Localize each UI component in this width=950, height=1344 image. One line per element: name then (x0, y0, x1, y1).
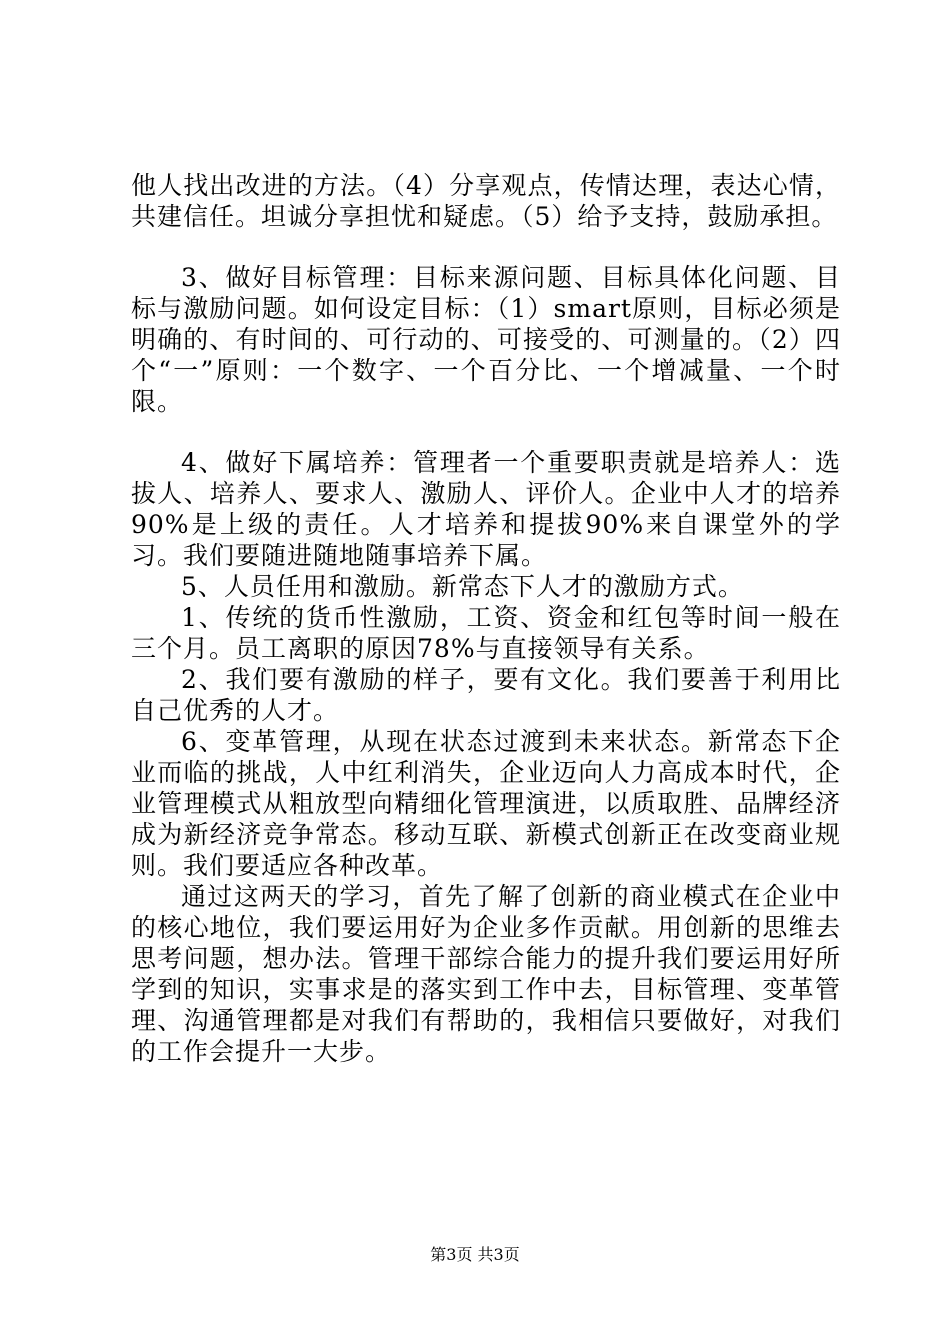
paragraph-change-management: 6、变革管理，从现在状态过渡到未来状态。新常态下企业而临的挑战，人中红利消失，企业迈向人力高成本时代，企业管理模式从粗放型向精细化管理演进，以质取胜、品牌经济成为新经济竞争常态。移动互联、新模式创新正在改变商业规则。我们要适应各种改革。 (131, 727, 841, 880)
document-body (131, 170, 841, 1067)
paragraph-staffing-incentives: 5、人员任用和激励。新常态下人才的激励方式。 (181, 572, 744, 601)
paragraph-incentive-culture: 2、我们要有激励的样子，要有文化。我们要善于利用比自己优秀的人才。 (131, 665, 841, 725)
paragraph-goal-management: 3、做好目标管理：目标来源问题、目标具体化问题、目标与激励问题。如何设定目标：（1）smart原则，目标必须是明确的、有时间的、可行动的、可接受的、可测量的。（2）四个“一”原则：一个数字、一个百分比、一个增减量、一个时限。 (131, 263, 841, 416)
paragraph-continuation: 他人找出改进的方法。（4）分享观点，传情达理，表达心情，共建信任。坦诚分享担忧和疑虑。（5）给予支持，鼓励承担。 (131, 171, 841, 231)
paragraph-subordinate-training: 4、做好下属培养：管理者一个重要职责就是培养人：选拔人、培养人、要求人、激励人、评价人。企业中人才的培养90%是上级的责任。人才培养和提拔90%来自课堂外的学习。我们要随进随地随事培养下属。 (131, 448, 841, 570)
paragraph-conclusion: 通过这两天的学习，首先了解了创新的商业模式在企业中的核心地位，我们要运用好为企业多作贡献。用创新的思维去思考问题，想办法。管理干部综合能力的提升我们要运用好所学到的知识，实事求是的落实到工作中去，目标管理、变革管理、沟通管理都是对我们有帮助的，我相信只要做好，对我们的工作会提升一大步。 (131, 882, 841, 1066)
paragraph-monetary-incentives: 1、传统的货币性激励，工资、资金和红包等时间一般在三个月。员工离职的原因78%与直接领导有关系。 (131, 603, 841, 663)
page-number-footer: 第3页 共3页 (430, 1245, 520, 1264)
